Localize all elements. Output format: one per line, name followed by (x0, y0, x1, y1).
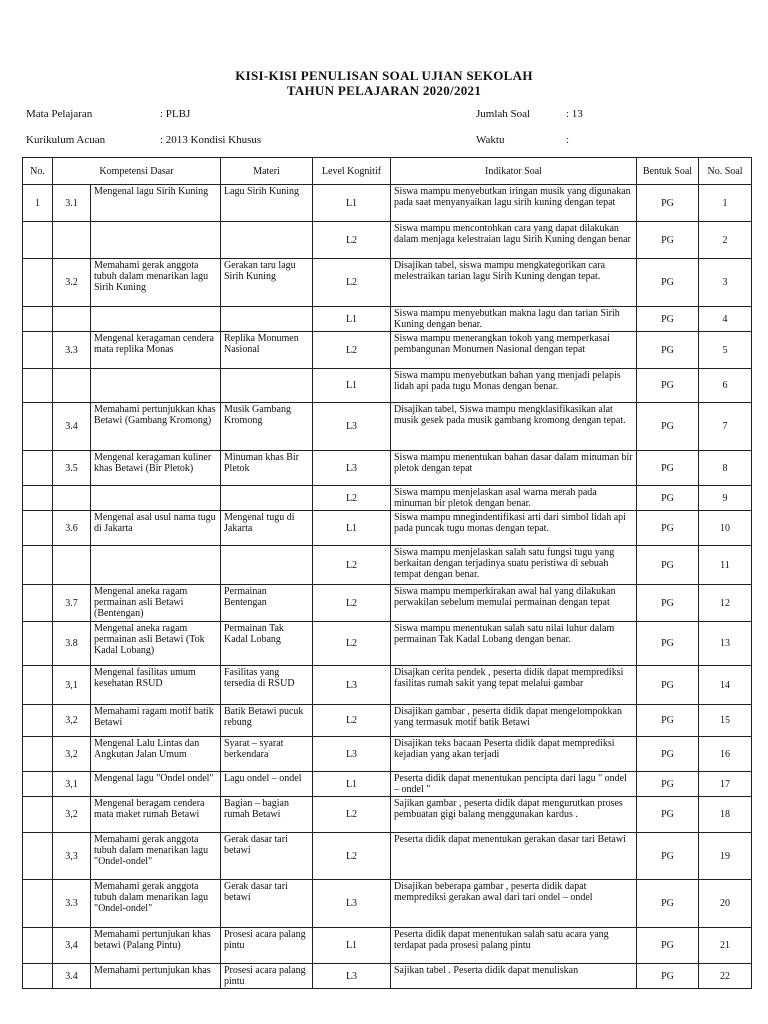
cell-kd-text: Memahami ragam motif batik Betawi (91, 705, 221, 737)
cell-no (23, 666, 53, 705)
cell-no (23, 797, 53, 833)
cell-materi: Fasilitas yang tersedia di RSUD (221, 666, 313, 705)
table-row (23, 737, 752, 772)
table-row (23, 511, 752, 546)
cell-indikator: Disajikan beberapa gambar , peserta didik dapat memprediksi gerakan awal dari tari ondel – ondel (391, 880, 637, 928)
cell-no (23, 772, 53, 797)
cell-bentuk: PG (637, 622, 699, 666)
cell-nosoal: 18 (699, 797, 752, 833)
cell-bentuk: PG (637, 666, 699, 705)
cell-level: L1 (313, 928, 391, 964)
cell-kd-number: 3,2 (53, 737, 91, 772)
cell-no (23, 332, 53, 369)
cell-kd-text: Mengenal keragaman cendera mata replika Monas (91, 332, 221, 369)
cell-indikator: Sajikan tabel . Peserta didik dapat menuliskan (391, 964, 637, 989)
cell-indikator: Siswa mampu memperkirakan awal hal yang dilakukan perwakilan sebelum memulai permainan dengan tepat (391, 585, 637, 622)
cell-kd-number: 3,1 (53, 772, 91, 797)
header-level-kognitif: Level Kognitif (313, 158, 391, 185)
cell-bentuk: PG (637, 332, 699, 369)
cell-materi: Lagu Sirih Kuning (221, 185, 313, 222)
cell-materi: Gerakan taru lagu Sirih Kuning (221, 259, 313, 307)
cell-kd-text (91, 486, 221, 511)
table-row (23, 585, 752, 622)
cell-kd-number: 3.6 (53, 511, 91, 546)
header-no: No. (23, 158, 53, 185)
table-row (23, 880, 752, 928)
cell-level: L1 (313, 185, 391, 222)
cell-materi: Permainan Tak Kadal Lobang (221, 622, 313, 666)
cell-materi: Prosesi acara palang pintu (221, 964, 313, 989)
table-row (23, 928, 752, 964)
cell-bentuk: PG (637, 585, 699, 622)
table-row (23, 403, 752, 451)
cell-kd-text: Memahami gerak anggota tubuh dalam menarikan lagu Sirih Kuning (91, 259, 221, 307)
table-row (23, 185, 752, 222)
cell-nosoal: 19 (699, 833, 752, 880)
cell-kd-number (53, 222, 91, 259)
cell-indikator: Siswa mampu menyebutkan bahan yang menjadi pelapis lidah api pada tugu Monas dengan benar. (391, 369, 637, 403)
cell-no (23, 259, 53, 307)
cell-kd-number: 3,2 (53, 705, 91, 737)
table-row (23, 622, 752, 666)
cell-materi (221, 369, 313, 403)
table-row (23, 797, 752, 833)
cell-no (23, 705, 53, 737)
cell-bentuk: PG (637, 369, 699, 403)
cell-indikator: Siswa mampu mnegindentifikasi arti dari simbol lidah api pada puncak tugu monas dengan tepat. (391, 511, 637, 546)
waktu-label: Waktu (476, 134, 505, 146)
cell-nosoal: 6 (699, 369, 752, 403)
cell-nosoal: 10 (699, 511, 752, 546)
cell-kd-text (91, 222, 221, 259)
cell-kd-text: Mengenal asal usul nama tugu di Jakarta (91, 511, 221, 546)
document-subtitle: TAHUN PELAJARAN 2020/2021 (286, 83, 482, 98)
cell-kd-number (53, 486, 91, 511)
cell-bentuk: PG (637, 451, 699, 486)
cell-level: L3 (313, 964, 391, 989)
table-row (23, 451, 752, 486)
cell-level: L2 (313, 585, 391, 622)
header-indikator-soal: Indikator Soal (391, 158, 637, 185)
cell-materi: Mengenal tugu di Jakarta (221, 511, 313, 546)
header-bentuk-soal: Bentuk Soal (637, 158, 699, 185)
cell-no (23, 585, 53, 622)
cell-nosoal: 12 (699, 585, 752, 622)
table-row (23, 772, 752, 797)
cell-no (23, 403, 53, 451)
cell-bentuk: PG (637, 964, 699, 989)
cell-bentuk: PG (637, 833, 699, 880)
cell-nosoal: 21 (699, 928, 752, 964)
cell-kd-number: 3.7 (53, 585, 91, 622)
cell-kd-number: 3,2 (53, 797, 91, 833)
cell-no (23, 511, 53, 546)
cell-bentuk: PG (637, 307, 699, 332)
cell-kd-text (91, 369, 221, 403)
table-body (23, 185, 752, 989)
cell-bentuk: PG (637, 259, 699, 307)
waktu-value: : (566, 134, 570, 146)
cell-materi: Gerak dasar tari betawi (221, 833, 313, 880)
cell-kd-number: 3,1 (53, 666, 91, 705)
cell-indikator: Siswa mampu menentukan salah satu nilai luhur dalam permainan Tak Kadal Lobang dengan benar. (391, 622, 637, 666)
cell-level: L3 (313, 451, 391, 486)
cell-materi: Batik Betawi pucuk rebung (221, 705, 313, 737)
cell-nosoal: 3 (699, 259, 752, 307)
header-kompetensi-dasar: Kompetensi Dasar (53, 158, 221, 185)
cell-indikator: Siswa mampu menjelaskan salah satu fungsi tugu yang berkaitan dengan terjadinya suatu peristiwa di sebuah tempat dengan benar. (391, 546, 637, 585)
cell-nosoal: 11 (699, 546, 752, 585)
cell-bentuk: PG (637, 222, 699, 259)
cell-materi: Prosesi acara palang pintu (221, 928, 313, 964)
table-row (23, 369, 752, 403)
cell-kd-text: Mengenal beragam cendera mata maket rumah Betawi (91, 797, 221, 833)
cell-materi (221, 486, 313, 511)
jumlah-soal-value: : 13 (566, 108, 583, 120)
cell-level: L3 (313, 666, 391, 705)
table-row (23, 307, 752, 332)
cell-no (23, 369, 53, 403)
cell-kd-text (91, 307, 221, 332)
table-row (23, 332, 752, 369)
cell-materi (221, 222, 313, 259)
cell-level: L2 (313, 486, 391, 511)
cell-indikator: Siswa mampu menjelaskan asal warna merah pada minuman bir pletok dengan benar. (391, 486, 637, 511)
table-row (23, 546, 752, 585)
cell-bentuk: PG (637, 772, 699, 797)
cell-indikator: Peserta didik dapat menentukan pencipta dari lagu " ondel – ondel " (391, 772, 637, 797)
document-title: KISI-KISI PENULISAN SOAL UJIAN SEKOLAH (235, 68, 533, 83)
cell-materi: Minuman khas Bir Pletok (221, 451, 313, 486)
cell-kd-text: Mengenal aneka ragam permainan asli Betawi (Bentengan) (91, 585, 221, 622)
cell-level: L3 (313, 403, 391, 451)
table-row (23, 705, 752, 737)
table-row (23, 666, 752, 705)
cell-level: L2 (313, 332, 391, 369)
cell-materi: Syarat – syarat berkendara (221, 737, 313, 772)
cell-nosoal: 5 (699, 332, 752, 369)
cell-materi: Bagian – bagian rumah Betawi (221, 797, 313, 833)
cell-bentuk: PG (637, 928, 699, 964)
cell-level: L3 (313, 737, 391, 772)
cell-bentuk: PG (637, 511, 699, 546)
cell-materi: Permainan Bentengan (221, 585, 313, 622)
cell-indikator: Siswa mampu mencontohkan cara yang dapat dilakukan dalam menjaga kelestraian lagu Sirih Kuning dengan benar (391, 222, 637, 259)
cell-indikator: Disajikan teks bacaan Peserta didik dapat memprediksi kejadian yang akan terjadi (391, 737, 637, 772)
cell-kd-number: 3.3 (53, 880, 91, 928)
cell-nosoal: 17 (699, 772, 752, 797)
header-no-soal: No. Soal (699, 158, 752, 185)
cell-nosoal: 8 (699, 451, 752, 486)
cell-nosoal: 7 (699, 403, 752, 451)
cell-kd-text: Memahami gerak anggota tubuh dalam menarikan lagu "Ondel-ondel" (91, 880, 221, 928)
cell-materi: Gerak dasar tari betawi (221, 880, 313, 928)
cell-level: L1 (313, 772, 391, 797)
cell-level: L1 (313, 511, 391, 546)
cell-kd-number: 3.2 (53, 259, 91, 307)
cell-indikator: Disajikan tabel, Siswa mampu mengklasifikasikan alat musik gesek pada musik gambang kromong dengan tepat. (391, 403, 637, 451)
cell-no (23, 880, 53, 928)
jumlah-soal-label: Jumlah Soal (476, 108, 531, 120)
cell-nosoal: 16 (699, 737, 752, 772)
cell-kd-number (53, 546, 91, 585)
cell-kd-number: 3.1 (53, 185, 91, 222)
cell-bentuk: PG (637, 185, 699, 222)
cell-nosoal: 2 (699, 222, 752, 259)
cell-kd-text: Mengenal aneka ragam permainan asli Betawi (Tok Kadal Lobang) (91, 622, 221, 666)
cell-no (23, 451, 53, 486)
cell-no (23, 737, 53, 772)
cell-kd-text (91, 546, 221, 585)
cell-materi: Lagu ondel – ondel (221, 772, 313, 797)
cell-kd-number: 3.3 (53, 332, 91, 369)
cell-indikator: Disajikan gambar , peserta didik dapat mengelompokkan yang termasuk motif batik Betawi (391, 705, 637, 737)
cell-kd-text: Memahami gerak anggota tubuh dalam menarikan lagu "Ondel-ondel" (91, 833, 221, 880)
cell-indikator: Peserta didik dapat menentukan gerakan dasar tari Betawi (391, 833, 637, 880)
cell-kd-number: 3.5 (53, 451, 91, 486)
cell-kd-number: 3.4 (53, 964, 91, 989)
header-materi: Materi (221, 158, 313, 185)
cell-materi: Musik Gambang Kromong (221, 403, 313, 451)
cell-bentuk: PG (637, 705, 699, 737)
cell-nosoal: 13 (699, 622, 752, 666)
cell-no (23, 546, 53, 585)
cell-kd-number: 3,4 (53, 928, 91, 964)
cell-kd-text: Mengenal fasilitas umum kesehatan RSUD (91, 666, 221, 705)
cell-nosoal: 22 (699, 964, 752, 989)
cell-bentuk: PG (637, 486, 699, 511)
cell-no: 1 (23, 185, 53, 222)
cell-kd-number: 3,3 (53, 833, 91, 880)
table-row (23, 259, 752, 307)
cell-bentuk: PG (637, 737, 699, 772)
cell-bentuk: PG (637, 546, 699, 585)
cell-bentuk: PG (637, 880, 699, 928)
cell-level: L2 (313, 705, 391, 737)
cell-level: L1 (313, 307, 391, 332)
mapel-value: : PLBJ (160, 108, 191, 120)
cell-kd-text: Mengenal keragaman kuliner khas Betawi (Bir Pletok) (91, 451, 221, 486)
cell-kd-text: Memahami pertunjukkan khas Betawi (Gambang Kromong) (91, 403, 221, 451)
cell-materi (221, 546, 313, 585)
cell-bentuk: PG (637, 797, 699, 833)
cell-kd-text: Mengenal lagu "Ondel ondel" (91, 772, 221, 797)
cell-indikator: Siswa mampu menyebutkan iringan musik yang digunakan pada saat menyanyaikan lagu sirih kuning dengan tepat (391, 185, 637, 222)
cell-nosoal: 4 (699, 307, 752, 332)
kurikulum-label: Kurikulum Acuan (26, 134, 106, 146)
cell-indikator: Siswa mampu menentukan bahan dasar dalam minuman bir pletok dengan tepat (391, 451, 637, 486)
cell-level: L2 (313, 622, 391, 666)
cell-level: L1 (313, 369, 391, 403)
cell-level: L2 (313, 833, 391, 880)
cell-kd-number: 3.4 (53, 403, 91, 451)
cell-level: L2 (313, 222, 391, 259)
cell-kd-text: Memahami pertunjukan khas (91, 964, 221, 989)
cell-nosoal: 14 (699, 666, 752, 705)
table-row (23, 833, 752, 880)
cell-no (23, 307, 53, 332)
kisi-kisi-table (22, 157, 752, 989)
mapel-label: Mata Pelajaran (26, 108, 93, 120)
cell-level: L3 (313, 880, 391, 928)
cell-indikator: Siswa mampu menyebutkan makna lagu dan tarian Sirih Kuning dengan benar. (391, 307, 637, 332)
cell-no (23, 833, 53, 880)
cell-kd-text: Memahami pertunjukan khas betawi (Palang Pintu) (91, 928, 221, 964)
cell-kd-number (53, 307, 91, 332)
cell-no (23, 222, 53, 259)
cell-nosoal: 9 (699, 486, 752, 511)
cell-kd-text: Mengenal lagu Sirih Kuning (91, 185, 221, 222)
cell-kd-text: Mengenal Lalu Lintas dan Angkutan Jalan Umum (91, 737, 221, 772)
cell-nosoal: 15 (699, 705, 752, 737)
table-header-row (23, 158, 752, 185)
cell-no (23, 928, 53, 964)
kurikulum-value: : 2013 Kondisi Khusus (160, 134, 262, 146)
cell-materi (221, 307, 313, 332)
cell-indikator: Peserta didik dapat menentukan salah satu acara yang terdapat pada prosesi palang pintu (391, 928, 637, 964)
cell-no (23, 622, 53, 666)
cell-bentuk: PG (637, 403, 699, 451)
table-row (23, 964, 752, 989)
cell-no (23, 486, 53, 511)
cell-level: L2 (313, 797, 391, 833)
cell-nosoal: 1 (699, 185, 752, 222)
cell-nosoal: 20 (699, 880, 752, 928)
cell-indikator: Disajikan tabel, siswa mampu mengkategorikan cara melestraikan tarian lagu Sirih Kuning dengan tepat. (391, 259, 637, 307)
cell-no (23, 964, 53, 989)
cell-kd-number (53, 369, 91, 403)
cell-indikator: Sajikan gambar , peserta didik dapat mengurutkan proses pembuatan gigi balang menggunakan kardus . (391, 797, 637, 833)
cell-kd-number: 3.8 (53, 622, 91, 666)
cell-materi: Replika Monumen Nasional (221, 332, 313, 369)
cell-level: L2 (313, 259, 391, 307)
table-row (23, 486, 752, 511)
cell-indikator: Disajkan cerita pendek , peserta didik dapat memprediksi fasilitas rumah sakit yang tepat melalui gambar (391, 666, 637, 705)
cell-level: L2 (313, 546, 391, 585)
table-row (23, 222, 752, 259)
cell-indikator: Siswa mampu menerangkan tokoh yang memperkasai pembangunan Monumen Nasional dengan tepat (391, 332, 637, 369)
